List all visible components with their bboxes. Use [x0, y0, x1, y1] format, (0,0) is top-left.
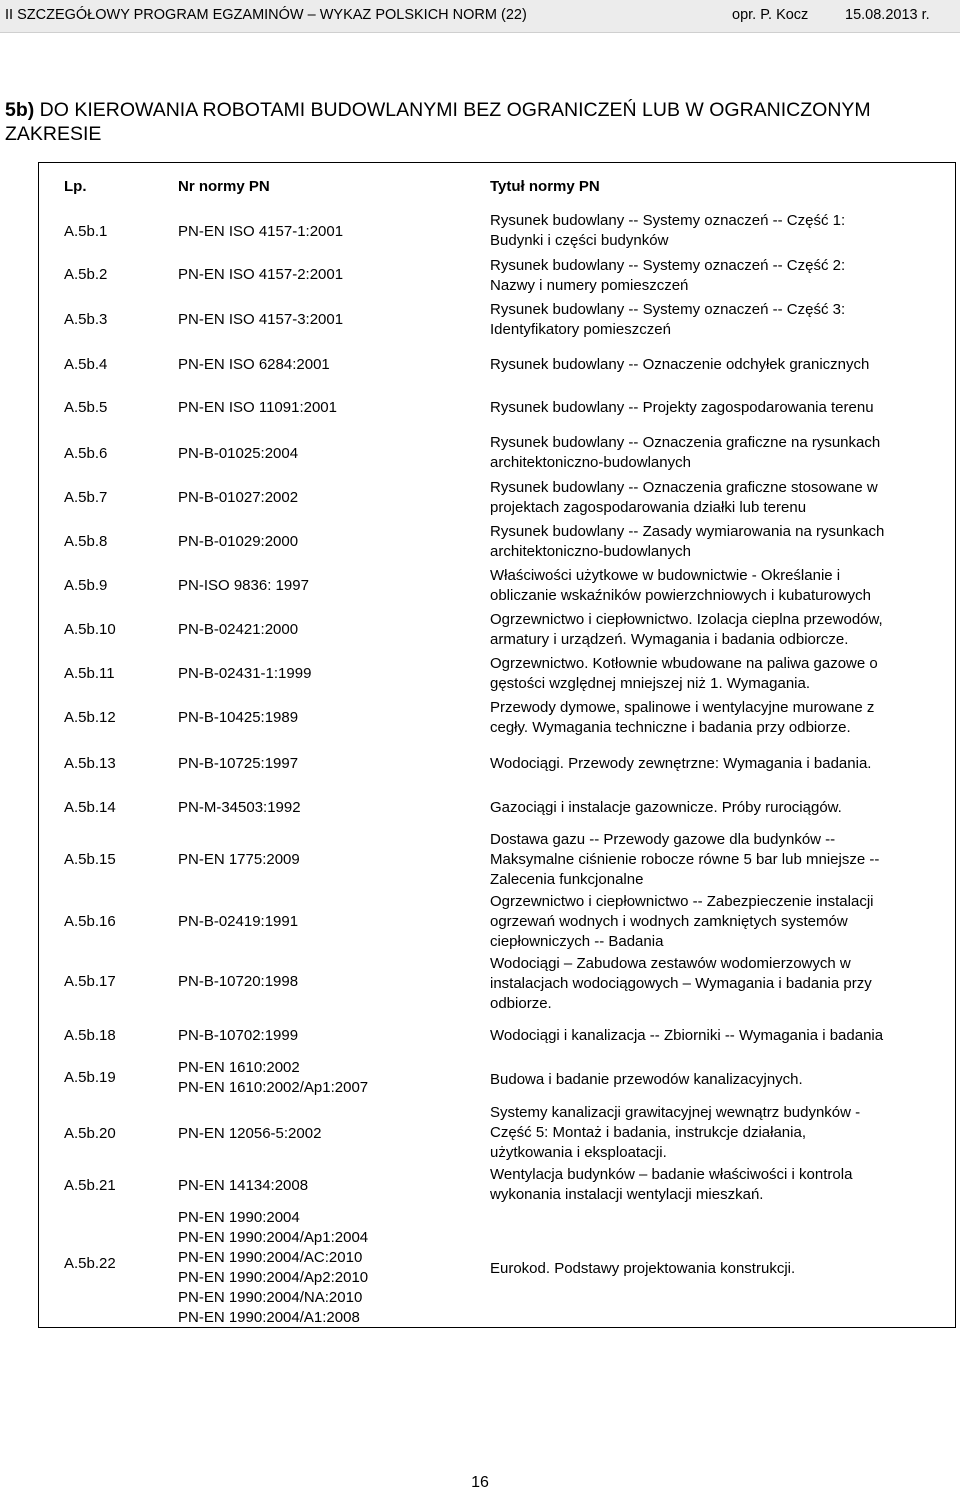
row-norm-number: PN-B-01027:2002 — [178, 489, 299, 506]
row-norm-number: PN-EN 1990:2004/Ap2:2010 — [178, 1269, 369, 1286]
row-norm-title: Rysunek budowlany -- Systemy oznaczeń -- Część 1: — [490, 212, 846, 229]
row-lp: A.5b.14 — [64, 799, 116, 816]
row-norm-number: PN-EN 1990:2004 — [178, 1209, 300, 1226]
row-norm-number: PN-B-10425:1989 — [178, 709, 299, 726]
row-norm-title: Gazociągi i instalacje gazownicze. Próby rurociągów. — [490, 799, 842, 816]
header-title: II SZCZEGÓŁOWY PROGRAM EGZAMINÓW – WYKAZ POLSKICH NORM (22) — [5, 7, 527, 23]
row-lp: A.5b.11 — [64, 665, 115, 682]
row-norm-title: armatury i urządzeń. Wymagania i badania odbiorcze. — [490, 631, 849, 648]
row-norm-title: Eurokod. Podstawy projektowania konstrukcji. — [490, 1260, 796, 1277]
row-lp: A.5b.12 — [64, 709, 116, 726]
row-norm-title: cegły. Wymagania techniczne i badania przy odbiorze. — [490, 719, 851, 736]
row-lp: A.5b.7 — [64, 489, 108, 506]
row-norm-number: PN-B-02421:2000 — [178, 621, 299, 638]
row-norm-number: PN-EN 12056-5:2002 — [178, 1125, 322, 1142]
row-norm-title: Wodociągi. Przewody zewnętrzne: Wymagania i badania. — [490, 755, 872, 772]
row-norm-number: PN-EN ISO 11091:2001 — [178, 399, 337, 416]
row-norm-title: architektoniczno-budowlanych — [490, 543, 691, 560]
row-norm-title: Rysunek budowlany -- Oznaczenie odchyłek granicznych — [490, 356, 870, 373]
row-norm-title: Rysunek budowlany -- Oznaczenia graficzne na rysunkach — [490, 434, 881, 451]
row-norm-title: Wodociągi i kanalizacja -- Zbiorniki -- Wymagania i badania — [490, 1027, 884, 1044]
row-norm-number: PN-EN 1775:2009 — [178, 851, 300, 868]
row-lp: A.5b.3 — [64, 311, 108, 328]
row-norm-title: Przewody dymowe, spalinowe i wentylacyjne murowane z — [490, 699, 875, 716]
row-norm-number: PN-B-02419:1991 — [178, 913, 299, 930]
row-norm-title: Zalecenia funkcjonalne — [490, 871, 644, 888]
row-norm-title: Systemy kanalizacji grawitacyjnej wewnątrz budynków - — [490, 1104, 861, 1121]
row-norm-title: Ogrzewnictwo i ciepłownictwo -- Zabezpieczenie instalacji — [490, 893, 874, 910]
row-lp: A.5b.2 — [64, 266, 108, 283]
row-norm-title: wykonania instalacji wentylacji mieszkań. — [490, 1186, 764, 1203]
row-norm-number: PN-EN ISO 6284:2001 — [178, 356, 330, 373]
row-norm-number: PN-EN 1990:2004/Ap1:2004 — [178, 1229, 369, 1246]
row-norm-title: ogrzewań wodnych i wodnych zamkniętych systemów — [490, 913, 848, 930]
row-norm-title: gęstości względnej mniejszej niż 1. Wymagania. — [490, 675, 811, 692]
row-norm-number: PN-EN 14134:2008 — [178, 1177, 309, 1194]
row-lp: A.5b.18 — [64, 1027, 116, 1044]
row-norm-title: projektach zagospodarowania działki lub terenu — [490, 499, 807, 516]
row-lp: A.5b.9 — [64, 577, 108, 594]
row-norm-title: Wentylacja budynków – badanie właściwości i kontrola — [490, 1166, 853, 1183]
row-norm-title: Rysunek budowlany -- Zasady wymiarowania na rysunkach — [490, 523, 885, 540]
row-lp: A.5b.13 — [64, 755, 116, 772]
row-norm-title: obliczanie wskaźników powierzchniowych i kubaturowych — [490, 587, 872, 604]
row-lp: A.5b.16 — [64, 913, 116, 930]
row-norm-title: Budowa i badanie przewodów kanalizacyjnych. — [490, 1071, 803, 1088]
row-norm-title: Rysunek budowlany -- Oznaczenia graficzne stosowane w — [490, 479, 878, 496]
row-norm-number: PN-B-10725:1997 — [178, 755, 299, 772]
row-lp: A.5b.17 — [64, 973, 116, 990]
header-author: opr. P. Kocz — [732, 7, 809, 23]
row-norm-title: Część 5: Montaż i badania, instrukcje działania, — [490, 1124, 806, 1141]
row-norm-number: PN-EN 1990:2004/NA:2010 — [178, 1289, 363, 1306]
row-lp: A.5b.10 — [64, 621, 116, 638]
row-norm-title: odbiorze. — [490, 995, 552, 1012]
row-norm-title: Właściwości użytkowe w budownictwie - Określanie i — [490, 567, 841, 584]
row-norm-number: PN-EN 1610:2002 — [178, 1059, 300, 1076]
row-norm-title: Budynki i części budynków — [490, 232, 669, 249]
row-lp: A.5b.20 — [64, 1125, 116, 1142]
row-norm-title: architektoniczno-budowlanych — [490, 454, 691, 471]
col-header-nr: Nr normy PN — [178, 178, 270, 195]
row-norm-number: PN-EN ISO 4157-1:2001 — [178, 223, 344, 240]
row-norm-title: Rysunek budowlany -- Systemy oznaczeń -- Część 2: — [490, 257, 846, 274]
row-norm-number: PN-EN 1610:2002/Ap1:2007 — [178, 1079, 369, 1096]
row-lp: A.5b.15 — [64, 851, 116, 868]
page-number: 16 — [471, 1474, 489, 1491]
row-norm-title: użytkowania i eksploatacji. — [490, 1144, 667, 1161]
page-header — [0, 0, 960, 33]
row-lp: A.5b.6 — [64, 445, 108, 462]
row-norm-number: PN-EN 1990:2004/AC:2010 — [178, 1249, 363, 1266]
row-norm-title: instalacjach wodociągowych – Wymagania i badania przy — [490, 975, 872, 992]
row-norm-title: Identyfikatory pomieszczeń — [490, 321, 671, 338]
row-lp: A.5b.19 — [64, 1069, 116, 1086]
col-header-lp: Lp. — [64, 178, 87, 195]
row-lp: A.5b.1 — [64, 223, 108, 240]
row-norm-number: PN-B-10702:1999 — [178, 1027, 299, 1044]
row-norm-title: Rysunek budowlany -- Systemy oznaczeń -- Część 3: — [490, 301, 846, 318]
row-norm-number: PN-B-02431-1:1999 — [178, 665, 312, 682]
row-norm-number: PN-B-01025:2004 — [178, 445, 299, 462]
row-lp: A.5b.22 — [64, 1255, 116, 1272]
row-norm-title: Ogrzewnictwo i ciepłownictwo. Izolacja cieplna przewodów, — [490, 611, 883, 628]
row-lp: A.5b.21 — [64, 1177, 116, 1194]
row-norm-number: PN-ISO 9836: 1997 — [178, 577, 309, 594]
row-lp: A.5b.5 — [64, 399, 108, 416]
section-title: DO KIEROWANIA ROBOTAMI BUDOWLANYMI BEZ OGRANICZEŃ LUB W OGRANICZONYM ZAKRESIE — [5, 99, 871, 145]
row-norm-number: PN-EN ISO 4157-3:2001 — [178, 311, 344, 328]
row-lp: A.5b.4 — [64, 356, 108, 373]
row-norm-number: PN-EN 1990:2004/A1:2008 — [178, 1309, 360, 1326]
row-norm-title: Nazwy i numery pomieszczeń — [490, 277, 689, 294]
row-norm-title: Ogrzewnictwo. Kotłownie wbudowane na paliwa gazowe o — [490, 655, 878, 672]
row-norm-title: Rysunek budowlany -- Projekty zagospodarowania terenu — [490, 399, 874, 416]
row-lp: A.5b.8 — [64, 533, 108, 550]
section-heading — [5, 98, 955, 146]
row-norm-number: PN-M-34503:1992 — [178, 799, 301, 816]
section-label: 5b) — [5, 99, 35, 121]
row-norm-title: Maksymalne ciśnienie robocze równe 5 bar lub mniejsze -- — [490, 851, 880, 868]
row-norm-number: PN-B-10720:1998 — [178, 973, 299, 990]
row-norm-title: Wodociągi – Zabudowa zestawów wodomierzowych w — [490, 955, 851, 972]
row-norm-title: ciepłowniczych -- Badania — [490, 933, 664, 950]
header-date: 15.08.2013 r. — [845, 7, 930, 23]
row-norm-number: PN-B-01029:2000 — [178, 533, 299, 550]
col-header-tytul: Tytuł normy PN — [490, 178, 600, 195]
row-norm-title: Dostawa gazu -- Przewody gazowe dla budynków -- — [490, 831, 836, 848]
row-norm-number: PN-EN ISO 4157-2:2001 — [178, 266, 344, 283]
